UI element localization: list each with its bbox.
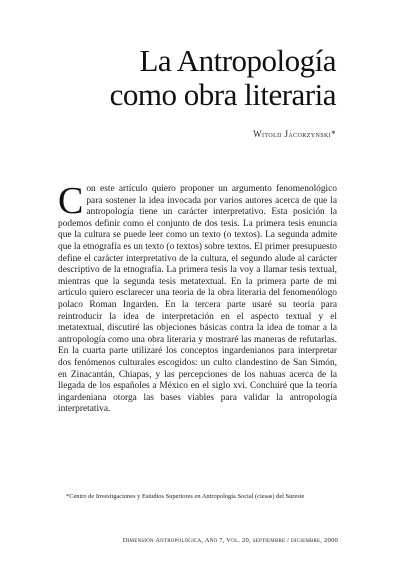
abstract-text: on este artículo quiero proponer un argumento fenomenológico para sostener la idea invocada por varios autores acerca de que la antropología tiene un carácter interpretativo. Esta posición la podemos definir como el conjunto de dos tesis. La primera tesis enuncia que la cultura se puede leer como un texto (o textos). La segunda admite que la etnografía es un texto (o textos) sobre textos. El primer presupuesto define el carácter interpretativo de la cultura, el segundo alude al carácter descriptivo de la etnografía. La primera tesis la voy a llamar tesis textual, mientras que la segunda tesis metatextual. En la primera parte de mi artículo quiero esclarecer una teoría de la obra literaria del fenomenólogo polaco Roman Ingarden. En la tercera parte usaré su teoría para reintroducir la idea de interpretación en el aspecto textual y el metatextual, discutiré las objeciones básicas contra la idea de tomar a la antropología como una obra literaria y mostraré las maneras de refutarlas. En la cuarta parte utilizaré los conceptos ingardenianos para interpretar dos fenómenos culturales escogidos: un culto clandestino de San Simón, en Zinacantán, Chiapas, y las percepciones de los nahuas acerca de la llegada de los españoles a México en el siglo xvi. Concluiré que la teoría ingardeniana otorga las bases viables para validar la antropología interpretativa. bbox=[58, 184, 337, 415]
article-title-line-1: La Antropología bbox=[139, 43, 336, 78]
author-affiliation-footnote: *Centro de Investigaciones y Estudios Superiores en Antropología Social (ciesas) del Sureste bbox=[66, 493, 305, 500]
drop-cap: C bbox=[58, 180, 84, 222]
article-abstract bbox=[58, 180, 337, 416]
journal-running-footer: Dimensión Antropológica, Año 7, Vol. 20, septiembre / diciembre, 2000 bbox=[122, 537, 338, 544]
article-title-line-2: como obra literaria bbox=[109, 77, 336, 112]
article-author: Witold Jacorzynski* bbox=[253, 129, 336, 139]
article-title bbox=[110, 44, 336, 112]
